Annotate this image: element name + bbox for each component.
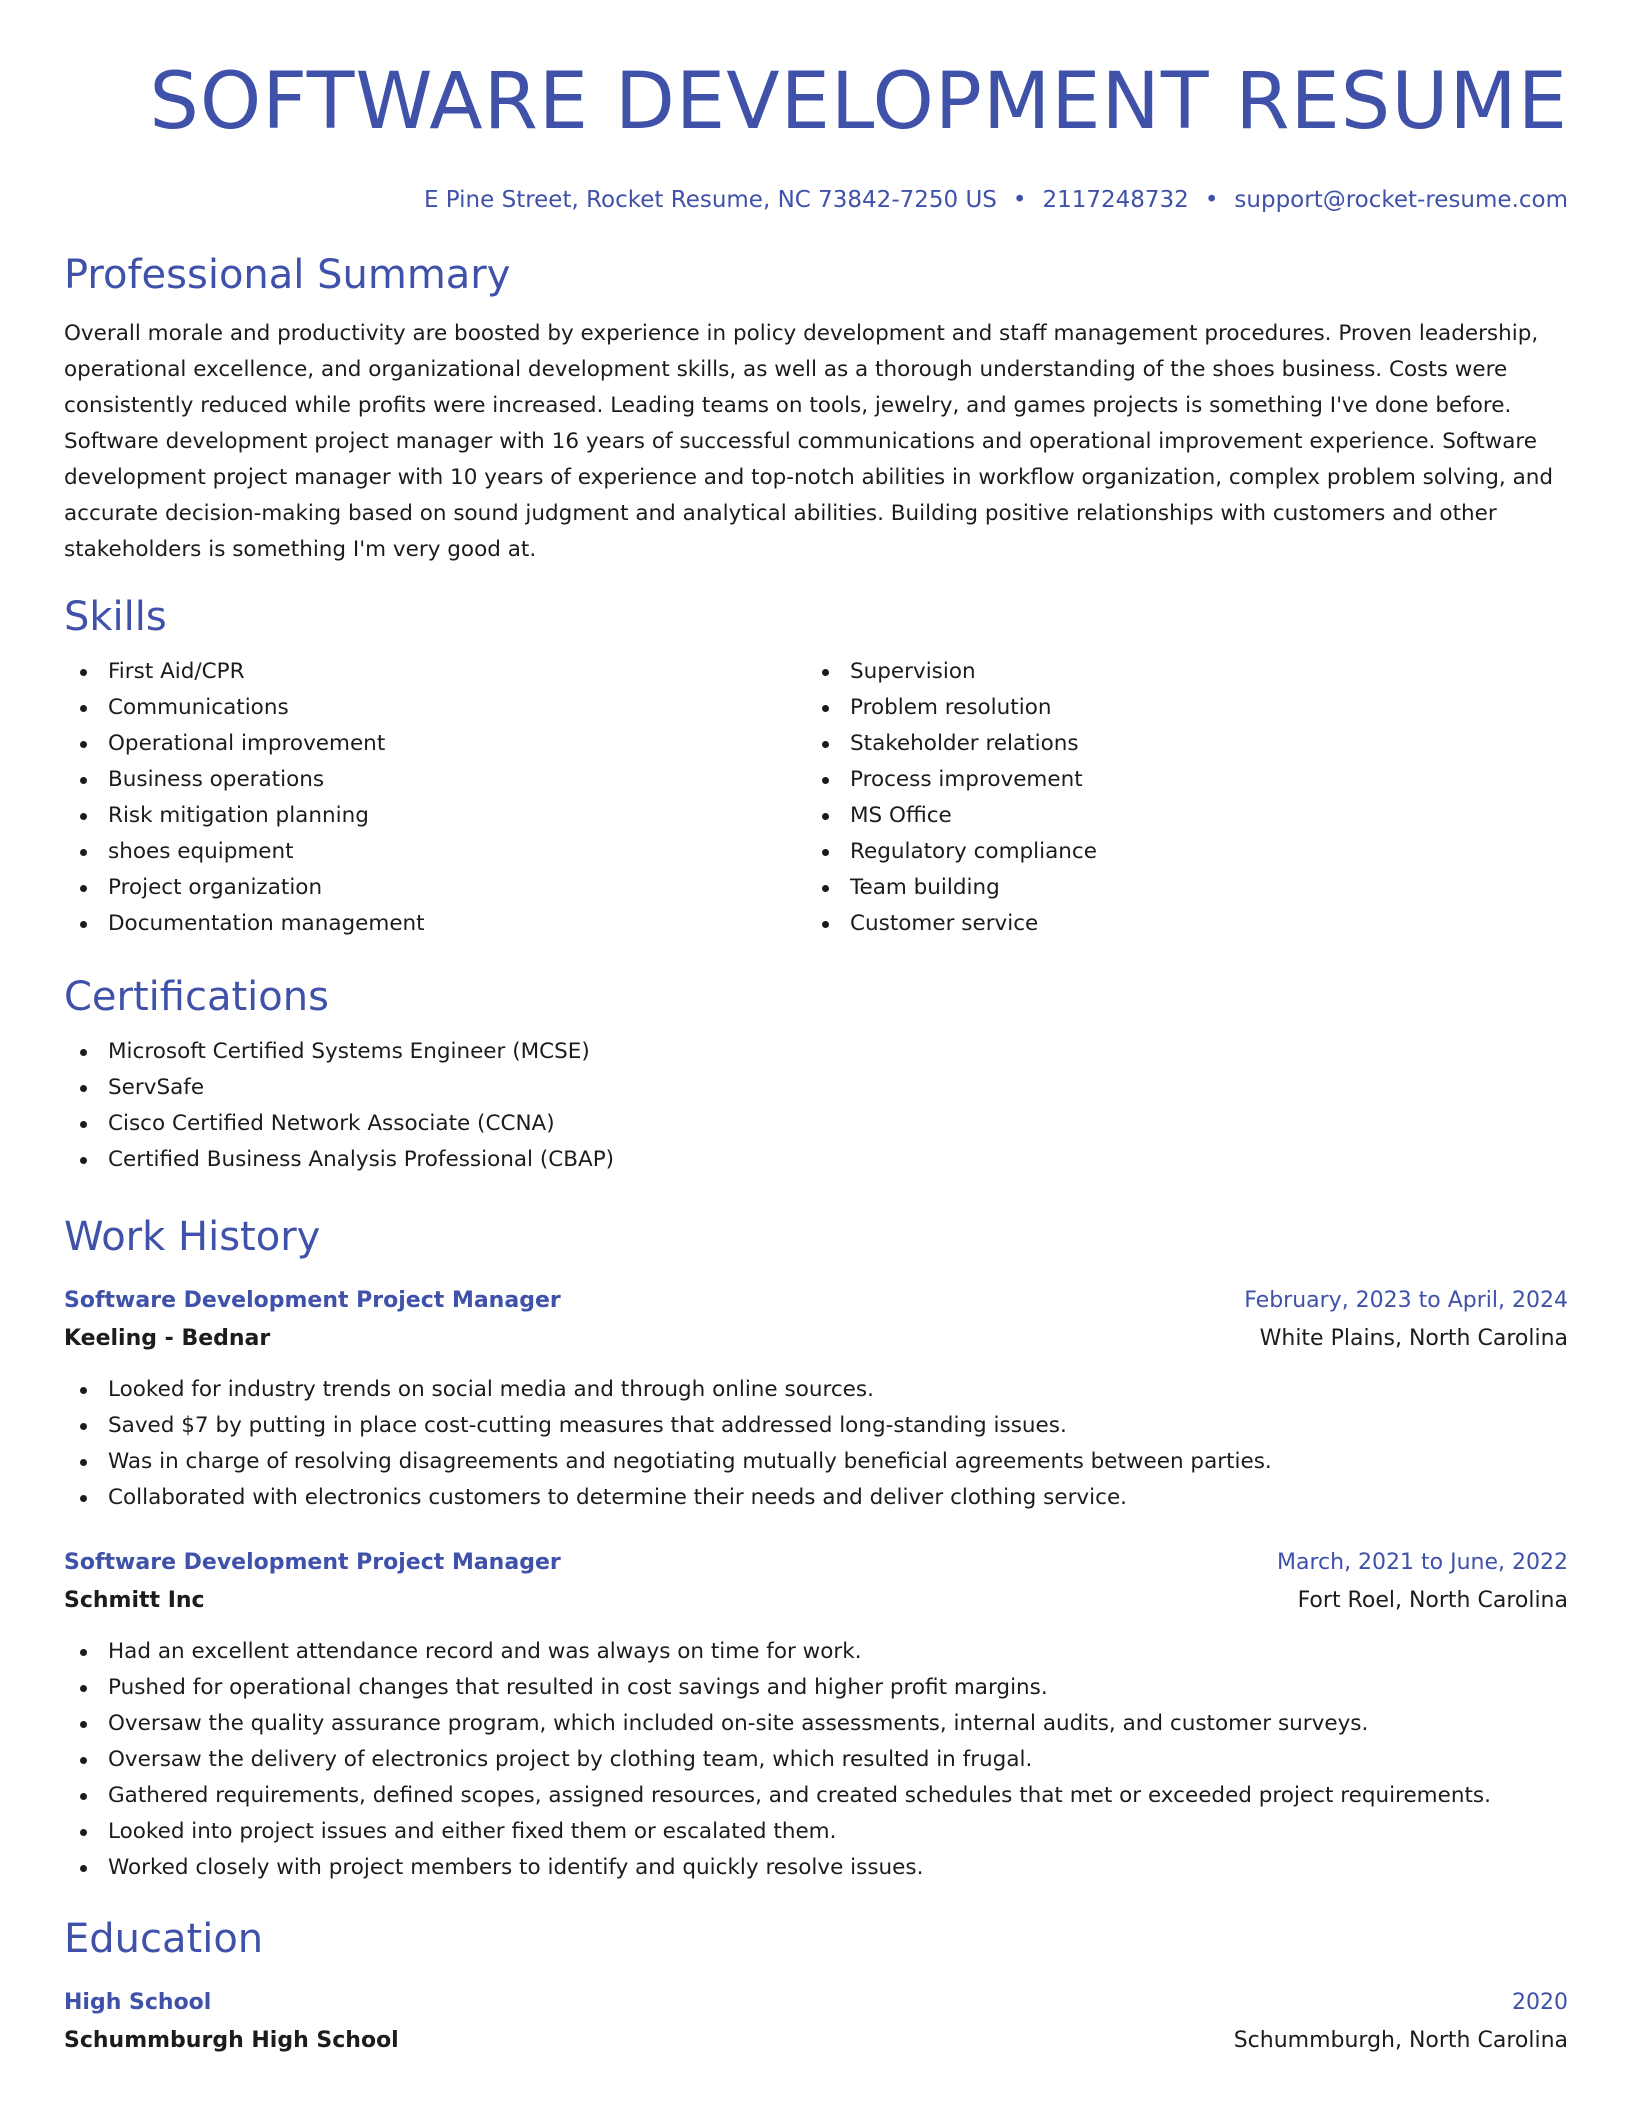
section-title-work: Work History (64, 1214, 321, 1260)
education-school-row (64, 2022, 1568, 2060)
skill-item: Process improvement (806, 762, 1548, 798)
job-company-row (64, 1582, 1568, 1620)
education-school: Schummburgh High School (64, 2028, 399, 2053)
education-year: 2020 (1512, 1990, 1568, 2015)
skills-section (64, 592, 1568, 942)
job-company: Keeling - Bednar (64, 1326, 271, 1351)
skill-item: Risk mitigation planning (64, 798, 806, 834)
job-entry (64, 1282, 1568, 1516)
skill-item: Team building (806, 870, 1548, 906)
job-bullet: Gathered requirements, defined scopes, assigned resources, and created schedules that met or exceeded project requirements. (64, 1778, 1568, 1814)
skills-list-right (806, 654, 1548, 942)
job-company-row (64, 1320, 1568, 1358)
job-bullet: Worked closely with project members to identify and quickly resolve issues. (64, 1850, 1568, 1886)
job-bullet: Looked for industry trends on social media and through online sources. (64, 1372, 1568, 1408)
section-title-certifications: Certifications (64, 974, 329, 1020)
section-title-skills: Skills (64, 594, 167, 640)
skill-item: Project organization (64, 870, 806, 906)
job-dates: February, 2023 to April, 2024 (1244, 1288, 1568, 1313)
job-bullet: Oversaw the delivery of electronics project by clothing team, which resulted in frugal. (64, 1742, 1568, 1778)
job-bullets (64, 1372, 1568, 1516)
skills-list-left (64, 654, 806, 942)
summary-text: Overall morale and productivity are boosted by experience in policy development and staff management procedures. Proven leadership, operational excellence, and organizational development skills, as well as a thorough understanding of the shoes business. Costs were consistently reduced while profits were increased. Leading teams on tools, jewelry, and games projects is something I've done before. Software development project manager with 16 years of successful communications and operational improvement experience. Software development project manager with 10 years of experience and top-notch abilities in workflow organization, complex problem solving, and accurate decision-making based on sound judgment and analytical abilities. Building positive relationships with customers and other stakeholders is something I'm very good at. (64, 321, 1554, 562)
job-bullet: Looked into project issues and either fixed them or escalated them. (64, 1814, 1568, 1850)
job-entry (64, 1544, 1568, 1886)
skill-item: Regulatory compliance (806, 834, 1548, 870)
certifications-list (64, 1034, 1568, 1178)
contact-email[interactable]: support@rocket-resume.com (1234, 187, 1568, 213)
job-title: Software Development Project Manager (64, 1550, 561, 1575)
job-company: Schmitt Inc (64, 1588, 205, 1613)
contact-phone: 2117248732 (1042, 187, 1189, 213)
job-header-row (64, 1282, 1568, 1320)
resume-name: SOFTWARE DEVELOPMENT RESUME (149, 57, 1568, 147)
job-bullet: Was in charge of resolving disagreements and negotiating mutually beneficial agreements between parties. (64, 1444, 1568, 1480)
section-title-summary: Professional Summary (64, 252, 511, 298)
professional-summary-section (64, 250, 1568, 568)
certification-item: Cisco Certified Network Associate (CCNA) (64, 1106, 1568, 1142)
skill-item: Problem resolution (806, 690, 1548, 726)
resume-header (64, 0, 1568, 214)
skill-item: First Aid/CPR (64, 654, 806, 690)
skill-item: Business operations (64, 762, 806, 798)
certification-item: ServSafe (64, 1070, 1568, 1106)
contact-separator: • (1012, 187, 1027, 213)
section-title-education: Education (64, 1916, 264, 1962)
contact-separator: • (1204, 187, 1219, 213)
job-header-row (64, 1544, 1568, 1582)
contact-address: E Pine Street, Rocket Resume, NC 73842-7250 US (423, 187, 997, 213)
education-degree: High School (64, 1990, 212, 2015)
certification-item: Microsoft Certified Systems Engineer (MCSE) (64, 1034, 1568, 1070)
contact-line (64, 186, 1568, 214)
job-bullet: Saved $7 by putting in place cost-cutting measures that addressed long-standing issues. (64, 1408, 1568, 1444)
skill-item: Supervision (806, 654, 1548, 690)
job-location: White Plains, North Carolina (1259, 1326, 1568, 1351)
job-bullet: Pushed for operational changes that resulted in cost savings and higher profit margins. (64, 1670, 1568, 1706)
job-bullet: Oversaw the quality assurance program, which included on-site assessments, internal audits, and customer surveys. (64, 1706, 1568, 1742)
skill-item: shoes equipment (64, 834, 806, 870)
job-location: Fort Roel, North Carolina (1297, 1588, 1568, 1613)
skill-item: Operational improvement (64, 726, 806, 762)
job-bullet: Had an excellent attendance record and was always on time for work. (64, 1634, 1568, 1670)
skill-item: MS Office (806, 798, 1548, 834)
skill-item: Customer service (806, 906, 1548, 942)
job-bullet: Collaborated with electronics customers to determine their needs and deliver clothing service. (64, 1480, 1568, 1516)
work-history-section (64, 1212, 1568, 1886)
education-location: Schummburgh, North Carolina (1233, 2028, 1568, 2053)
job-dates: March, 2021 to June, 2022 (1277, 1550, 1568, 1575)
skills-grid (64, 654, 1568, 942)
skill-item: Documentation management (64, 906, 806, 942)
certification-item: Certified Business Analysis Professional (CBAP) (64, 1142, 1568, 1178)
job-title: Software Development Project Manager (64, 1288, 561, 1313)
education-section (64, 1914, 1568, 2060)
job-bullets (64, 1634, 1568, 1886)
certifications-section (64, 972, 1568, 1178)
skill-item: Communications (64, 690, 806, 726)
education-header-row (64, 1984, 1568, 2022)
skill-item: Stakeholder relations (806, 726, 1548, 762)
